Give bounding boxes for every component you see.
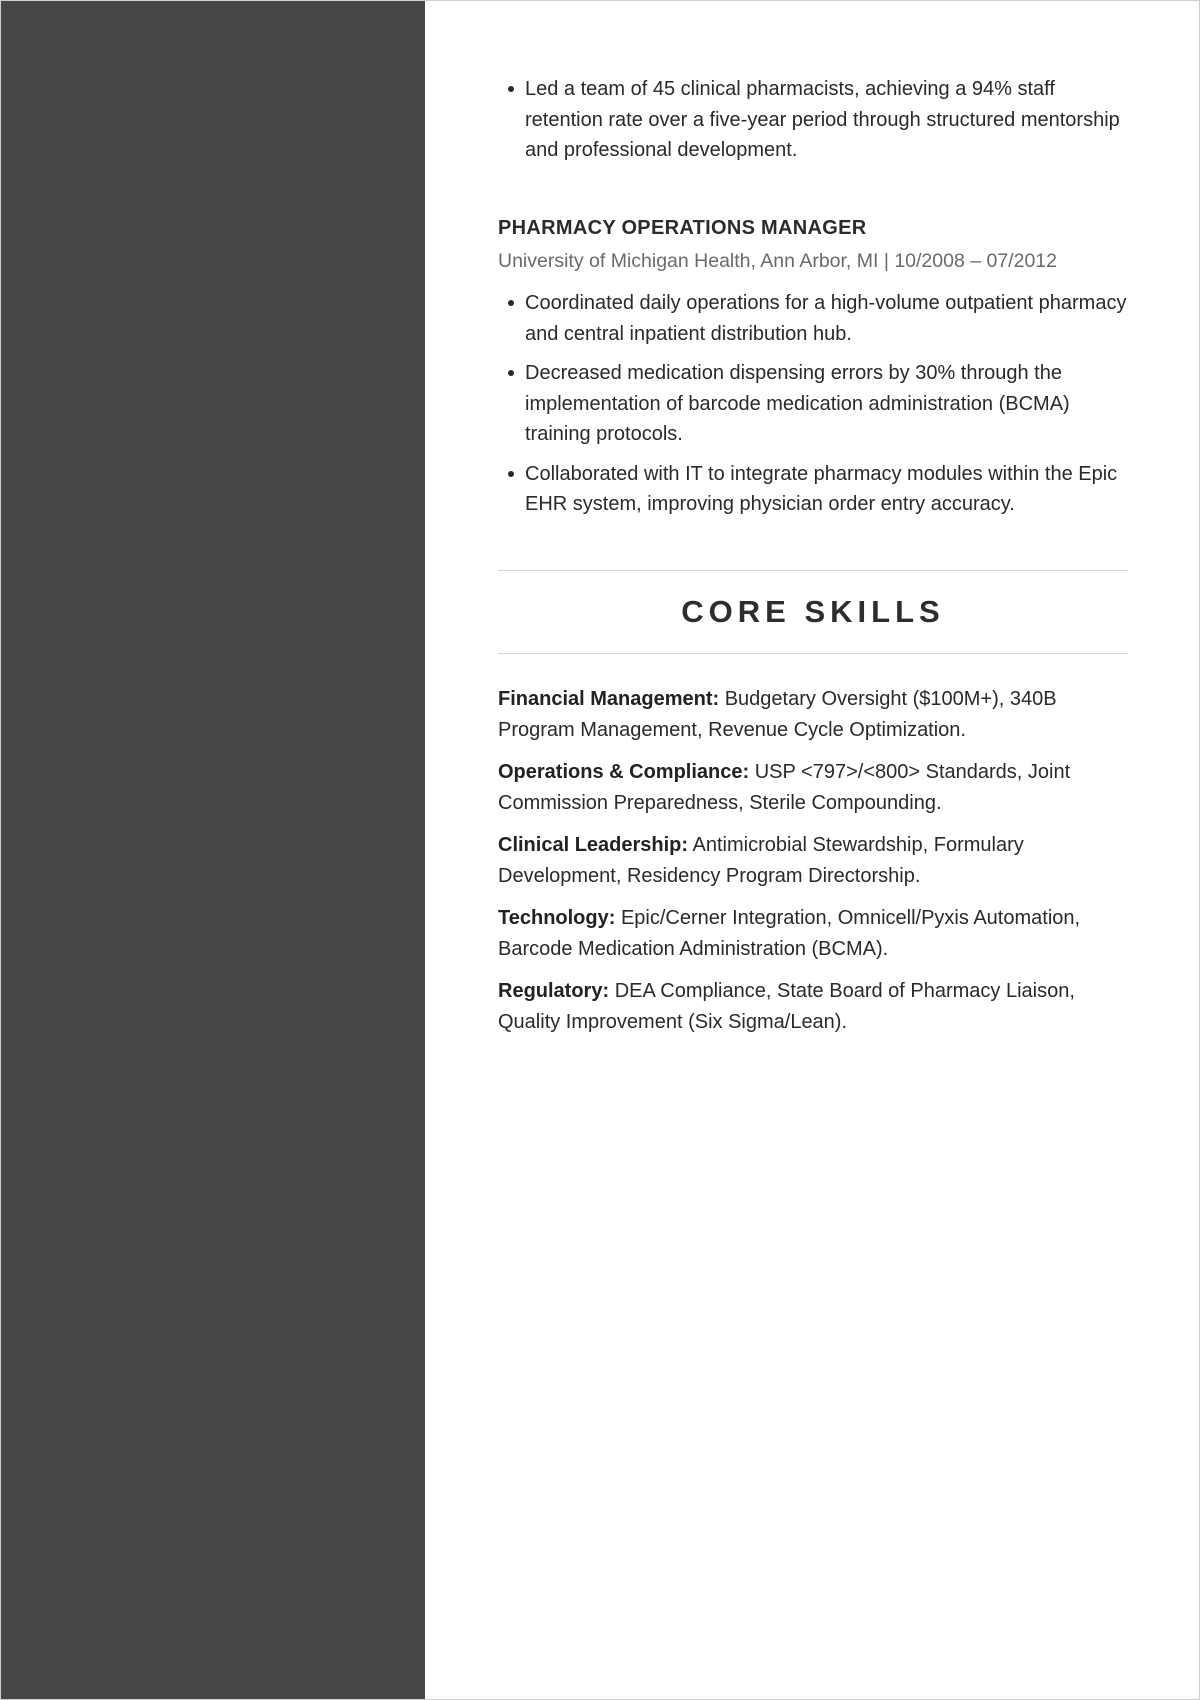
list-item: [525, 358, 1128, 450]
sidebar-panel: [1, 1, 425, 1699]
list-item: [525, 74, 1128, 166]
skill-item: [498, 684, 1128, 745]
core-skills-header: [498, 570, 1128, 654]
skill-text: DEA Compliance, State Board of Pharmacy Liaison, Quality Improvement (Six Sigma/Lean).: [498, 980, 1075, 1033]
skill-label: Clinical Leadership:: [498, 834, 689, 856]
bullet-text: Led a team of 45 clinical pharmacists, achieving a 94% staff retention rate over a five-year period through structured mentorship and professional development.: [525, 78, 1120, 161]
core-skills-list: [498, 684, 1128, 1049]
job-entry: [498, 214, 1128, 529]
bullet-text: Decreased medication dispensing errors by 30% through the implementation of barcode medication administration (BCMA) training protocols.: [525, 362, 1070, 445]
skill-item: [498, 903, 1128, 964]
skill-label: Technology:: [498, 907, 616, 929]
skill-label: Regulatory:: [498, 980, 610, 1002]
list-item: [525, 459, 1128, 520]
divider: [498, 653, 1128, 654]
skill-text: Antimicrobial Stewardship, Formulary Development, Residency Program Directorship.: [498, 834, 1024, 887]
bullet-list: [498, 288, 1128, 520]
skill-item: [498, 757, 1128, 818]
bullet-text: Collaborated with IT to integrate pharmacy modules within the Epic EHR system, improving physician order entry accuracy.: [525, 462, 1118, 515]
skill-item: [498, 976, 1128, 1037]
skill-text: USP <797>/<800> Standards, Joint Commission Preparedness, Sterile Compounding.: [498, 761, 1071, 814]
skill-item: [498, 830, 1128, 891]
bullet-list: [498, 74, 1128, 166]
job-title: PHARMACY OPERATIONS MANAGER: [498, 217, 867, 239]
skill-label: Operations & Compliance:: [498, 761, 750, 783]
bullet-icon: [508, 300, 514, 306]
skill-text: Epic/Cerner Integration, Omnicell/Pyxis Automation, Barcode Medication Administration (BCMA).: [498, 907, 1081, 960]
bullet-icon: [508, 471, 514, 477]
list-item: [525, 288, 1128, 349]
job-meta: University of Michigan Health, Ann Arbor, MI | 10/2008 – 07/2012: [498, 250, 1057, 272]
bullet-icon: [508, 86, 514, 92]
skill-label: Financial Management:: [498, 688, 720, 710]
skill-text: Budgetary Oversight ($100M+), 340B Program Management, Revenue Cycle Optimization.: [498, 688, 1057, 741]
bullet-text: Coordinated daily operations for a high-volume outpatient pharmacy and central inpatient distribution hub.: [525, 292, 1127, 345]
previous-job-bullets: [498, 74, 1128, 175]
section-title: CORE SKILLS: [681, 594, 945, 629]
bullet-icon: [508, 370, 514, 376]
